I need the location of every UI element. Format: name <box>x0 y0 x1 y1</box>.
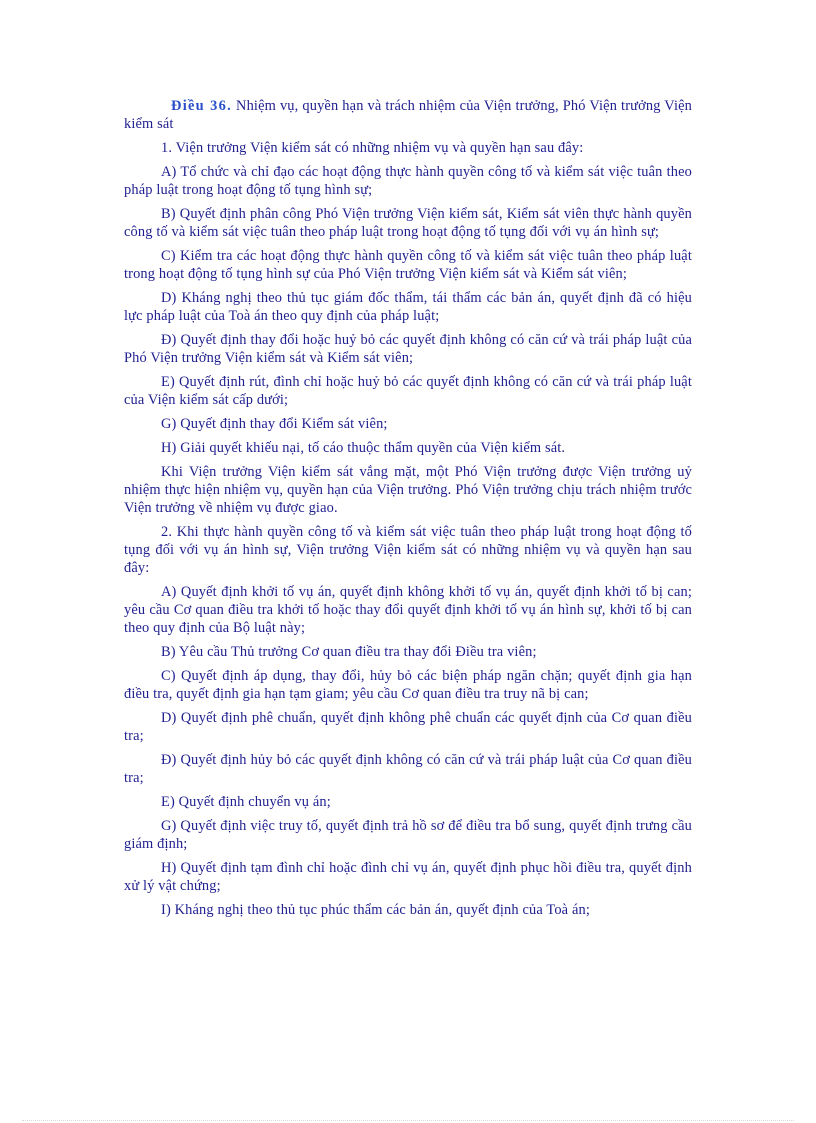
clause-2-item-h: H) Quyết định tạm đình chỉ hoặc đình chỉ vụ án, quyết định phục hồi điều tra, quyết định xử lý vật chứng; <box>124 860 692 894</box>
article-heading <box>124 97 692 133</box>
clause-2-item-g: G) Quyết định việc truy tố, quyết định trả hồ sơ để điều tra bổ sung, quyết định trưng cầu giám định; <box>124 818 692 852</box>
clause-2-item-c: C) Quyết định áp dụng, thay đổi, hủy bỏ các biện pháp ngăn chặn; quyết định gia hạn điều tra, quyết định gia hạn tạm giam; yêu cầu Cơ quan điều tra truy nã bị can; <box>124 668 692 702</box>
clause-1-intro: 1. Viện trưởng Viện kiểm sát có những nhiệm vụ và quyền hạn sau đây: <box>161 140 584 156</box>
article-title: Nhiệm vụ, quyền hạn và trách nhiệm của Viện trưởng, Phó Viện trưởng Viện kiểm sát <box>124 98 692 132</box>
page-bottom-divider <box>22 1120 794 1121</box>
clause-2-item-b: B) Yêu cầu Thủ trưởng Cơ quan điều tra thay đổi Điều tra viên; <box>161 644 537 660</box>
clause-1-item-d: D) Kháng nghị theo thủ tục giám đốc thẩm, tái thẩm các bản án, quyết định đã có hiệu lực pháp luật của Toà án theo quy định của pháp luật; <box>124 290 692 324</box>
clause-1-item-dd: Đ) Quyết định thay đổi hoặc huỷ bỏ các quyết định không có căn cứ và trái pháp luật của Phó Viện trưởng Viện kiểm sát và Kiểm sát viên; <box>124 332 692 366</box>
clause-1-deputy-note: Khi Viện trưởng Viện kiểm sát vắng mặt, một Phó Viện trưởng được Viện trưởng uỷ nhiệm thực hiện nhiệm vụ, quyền hạn của Viện trưởng. Phó Viện trưởng chịu trách nhiệm trước Viện trưởng về nhiệm vụ được giao. <box>124 464 692 516</box>
clause-1-item-e: E) Quyết định rút, đình chỉ hoặc huỷ bỏ các quyết định không có căn cứ và trái pháp luật của Viện kiểm sát cấp dưới; <box>124 374 692 408</box>
clause-2-item-i: I) Kháng nghị theo thủ tục phúc thẩm các bản án, quyết định của Toà án; <box>161 902 590 918</box>
clause-2-intro: 2. Khi thực hành quyền công tố và kiểm sát việc tuân theo pháp luật trong hoạt động tố tụng đối với vụ án hình sự, Viện trưởng Viện kiểm sát có những nhiệm vụ và quyền hạn sau đây: <box>124 524 692 576</box>
document-page <box>124 97 692 925</box>
clause-2-item-dd: Đ) Quyết định hủy bỏ các quyết định không có căn cứ và trái pháp luật của Cơ quan điều tra; <box>124 752 692 786</box>
article-number: Điều 36. <box>171 98 233 114</box>
clause-1-item-h: H) Giải quyết khiếu nại, tố cáo thuộc thẩm quyền của Viện kiểm sát. <box>161 440 566 456</box>
clause-2-item-d: D) Quyết định phê chuẩn, quyết định không phê chuẩn các quyết định của Cơ quan điều tra; <box>124 710 692 744</box>
clause-1-item-c: C) Kiểm tra các hoạt động thực hành quyền công tố và kiểm sát việc tuân theo pháp luật trong hoạt động tố tụng hình sự của Phó Viện trưởng Viện kiểm sát và Kiểm sát viên; <box>124 248 692 282</box>
clause-1-item-a: A) Tổ chức và chỉ đạo các hoạt động thực hành quyền công tố và kiểm sát việc tuân theo pháp luật trong hoạt động tố tụng hình sự; <box>124 164 692 198</box>
clause-1-item-g: G) Quyết định thay đổi Kiểm sát viên; <box>161 416 388 432</box>
clause-2-item-e: E) Quyết định chuyển vụ án; <box>161 794 331 810</box>
clause-2-item-a: A) Quyết định khởi tố vụ án, quyết định không khởi tố vụ án, quyết định khởi tố bị can; yêu cầu Cơ quan điều tra khởi tố hoặc thay đổi quyết định khởi tố vụ án hình sự, khởi tố bị can theo quy định của Bộ luật này; <box>124 584 692 636</box>
clause-1-item-b: B) Quyết định phân công Phó Viện trưởng Viện kiểm sát, Kiểm sát viên thực hành quyền công tố và kiểm sát việc tuân theo pháp luật trong hoạt động tố tụng đối với vụ án hình sự; <box>124 206 692 240</box>
